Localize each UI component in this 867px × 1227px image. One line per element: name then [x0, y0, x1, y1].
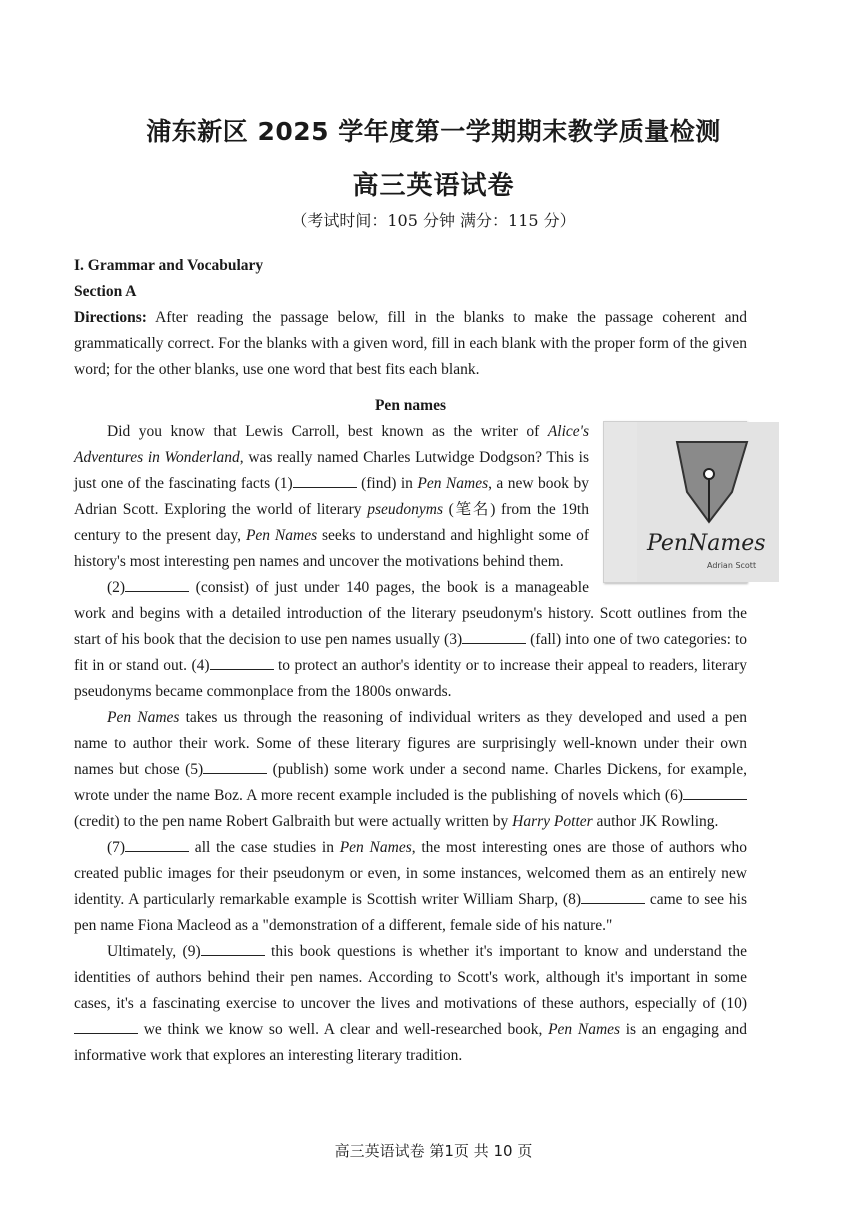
blank-3[interactable]	[462, 629, 526, 644]
blank-7[interactable]	[125, 837, 189, 852]
exam-subtitle: 高三英语试卷	[352, 171, 515, 201]
text: to protect an author's identity or to increase their appeal to readers, literary pseudonyms became commonplace from the 1800s onwards.	[74, 657, 747, 700]
exam-title: 浦东新区 2025 学年度第一学期期末教学质量检测	[146, 117, 721, 146]
text: takes us through the reasoning of individual writers as they developed and used a pen name to author their work. Some of these literary figures are surprisingly well-known under their own names but chose (5)	[74, 709, 747, 778]
paragraph-5	[74, 939, 747, 1069]
section-content	[74, 253, 766, 1069]
text: we think we know so well. A clear and well-researched book,	[138, 1021, 549, 1038]
book-title: Pen Names	[417, 475, 489, 492]
paragraph-1	[74, 419, 766, 575]
text: (consist) of just under 140 pages, the book is a manageable work and begins with a detailed introduction of the literary pseudonym's history. Scott outlines from the start of his book that the decision to use pen names usually (3)	[74, 579, 747, 648]
text: is an engaging and informative work that explores an interesting literary tradition.	[74, 1021, 747, 1064]
blank-1[interactable]	[293, 473, 357, 488]
book-title: Harry Potter	[512, 813, 593, 830]
paragraph-4	[74, 835, 747, 939]
exam-info: （考试时间：105 分钟 满分：115 分）	[291, 211, 576, 230]
paragraph-3	[74, 705, 747, 835]
book-title: Pen Names	[107, 709, 180, 726]
text: (fall) into one of two categories: to fit in or stand out. (4)	[74, 631, 748, 674]
text: (笔名) from the 19th century to the present day,	[74, 501, 589, 544]
directions	[74, 305, 747, 383]
directions-label: Directions:	[74, 309, 147, 326]
text: Ultimately, (9)	[107, 943, 201, 960]
blank-9[interactable]	[201, 941, 265, 956]
text: seeks to understand and highlight some of history's most interesting pen names and uncover the motivations behind them.	[74, 527, 589, 570]
text: all the case studies in	[189, 839, 340, 856]
blank-4[interactable]	[210, 655, 274, 670]
pen-nib-icon	[637, 422, 779, 582]
blank-8[interactable]	[581, 889, 645, 904]
blank-10[interactable]	[74, 1019, 138, 1034]
directions-text: After reading the passage below, fill in the blanks to make the passage coherent and grammatically correct. For the blanks with a given word, fill in each blank with the proper form of the given word; for the other blanks, use one word that best fits each blank.	[74, 309, 747, 378]
text: (publish) some work under a second name. Charles Dickens, for example, wrote under the name Boz. A more recent example included is the publishing of novels which (6)	[74, 761, 747, 804]
text: (2)	[107, 579, 126, 596]
text: (credit) to the pen name Robert Galbraith but were actually written by	[74, 813, 513, 830]
book-title: Pen Names	[548, 1021, 621, 1038]
page-footer: 高三英语试卷 第1页 共 10 页	[334, 1142, 533, 1160]
book-cover-image	[603, 421, 766, 583]
svg-text:PenNames: PenNames	[647, 531, 766, 556]
text: , a new book by Adrian Scott. Exploring the world of literary	[74, 475, 589, 518]
text: (7)	[107, 839, 126, 856]
text: Did you know that Lewis Carroll, best known as the writer of	[107, 423, 548, 440]
book-title: Pen Names	[339, 839, 412, 856]
svg-text:Adrian Scott: Adrian Scott	[707, 561, 757, 570]
text: , was really named Charles Lutwidge Dodgson? This is just one of the fascinating facts (1)	[74, 449, 589, 492]
blank-2[interactable]	[125, 577, 189, 592]
section-part: Section A	[74, 283, 137, 300]
book-title: Alice's Adventures in Wonderland	[74, 423, 589, 466]
blank-6[interactable]	[683, 785, 747, 800]
book-title: Pen Names	[245, 527, 318, 544]
section-heading: I. Grammar and Vocabulary	[74, 257, 264, 274]
text: came to see his pen name Fiona Macleod as a "demonstration of a different, female side of his nature."	[74, 891, 747, 934]
blank-5[interactable]	[203, 759, 267, 774]
text: , the most interesting ones are those of authors who created public images for their pseudonym or even, in some instances, welcomed them as an entirely new identity. A particularly remarkable example is Scottish writer William Sharp, (8)	[74, 839, 748, 908]
text: this book questions is whether it's important to know and understand the identities of authors behind their pen names. According to Scott's work, although it's important in some cases, it's a fascinating exercise to uncover the lives and motivations of these authors, especially of (10)	[74, 943, 747, 1012]
emphasis: pseudonyms	[367, 501, 443, 518]
text: (find) in	[356, 475, 418, 492]
passage-title: Pen names	[374, 397, 447, 414]
text: author JK Rowling.	[592, 813, 719, 830]
paragraph-2	[74, 575, 747, 705]
